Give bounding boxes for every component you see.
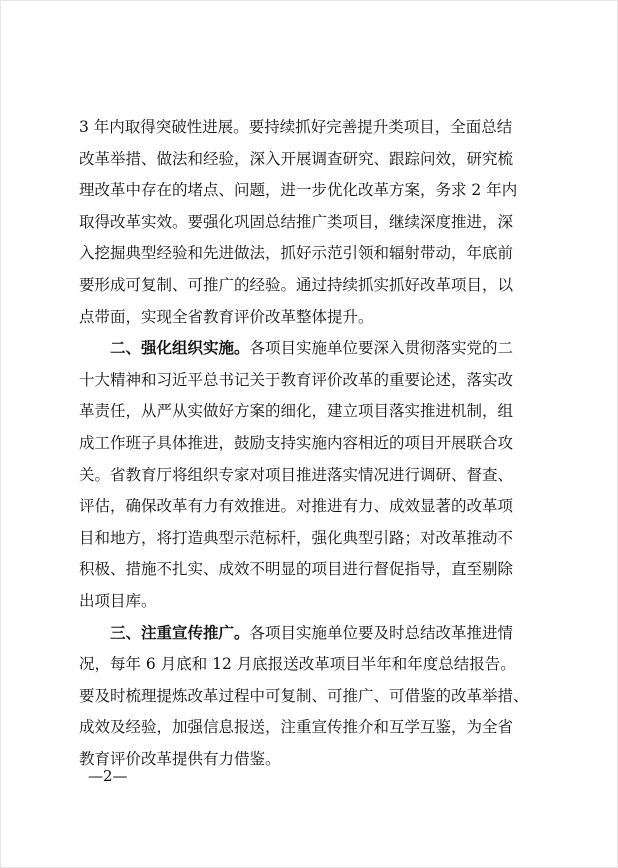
text-line: 取得改革实效。要强化巩固总结推广类项目，继续深度推进，深	[79, 212, 514, 231]
text-line: 况，每年 6 月底和 12 月底报送改革项目半年和年度总结报告。	[79, 655, 516, 674]
text-line: 成效及经验，加强信息报送，注重宣传推介和互学互鉴，为全省	[79, 718, 514, 737]
text-line: 3 年内取得突破性进展。要持续抓好完善提升类项目，全面总结	[79, 118, 513, 136]
text-line: 十大精神和习近平总书记关于教育评价改革的重要论述，落实改	[79, 370, 514, 389]
text-line: 改革举措、做法和经验，深入开展调查研究、跟踪问效，研究梳	[79, 149, 514, 168]
text-line: 入挖掘典型经验和先进做法，抓好示范引领和辐射带动，年底前	[79, 244, 514, 263]
text-line: 要及时梳理提炼改革过程中可复制、可推广、可借鉴的改革举措、	[79, 686, 529, 705]
page-number: —2—	[88, 767, 128, 785]
text-line: 成工作班子具体推进，鼓励支持实施内容相近的项目开展联合攻	[79, 433, 514, 452]
text-line: 目和地方，将打造典型示范标杆，强化典型引路；对改革推动不	[79, 528, 514, 547]
text-line: 关。省教育厅将组织专家对项目推进落实情况进行调研、督查、	[79, 465, 514, 484]
text-line: 出项目库。	[79, 591, 157, 610]
section-heading-organization: 二、强化组织实施。	[110, 339, 250, 358]
text-line	[79, 333, 541, 365]
text-line: 革责任，从严从实做好方案的细化，建立项目落实推进机制，组	[79, 402, 514, 421]
text-line	[79, 618, 541, 650]
text-line: 要形成可复制、可推广的经验。通过持续抓实抓好改革项目，以	[79, 275, 514, 294]
text-line: 点带面，实现全省教育评价改革整体提升。	[79, 307, 374, 326]
paragraph-continuation	[79, 112, 541, 333]
text-line: 评估，确保改革有力有效推进。对推进有力、成效显著的改革项	[79, 497, 514, 516]
heading-line-rest: 各项目实施单位要及时总结改革推进情	[249, 623, 514, 642]
text-line: 理改革中存在的堵点、问题，进一步优化改革方案，务求 2 年内	[79, 181, 518, 200]
paragraph-organization	[79, 333, 541, 617]
paragraph-publicity	[79, 618, 541, 776]
text-line: 积极、措施不扎实、成效不明显的项目进行督促指导，直至剔除	[79, 560, 514, 579]
heading-line-rest: 各项目实施单位要深入贯彻落实党的二	[249, 339, 514, 358]
section-heading-publicity: 三、注重宣传推广。	[110, 623, 250, 642]
document-body	[79, 112, 541, 775]
text-line: 教育评价改革提供有力借鉴。	[79, 749, 281, 768]
